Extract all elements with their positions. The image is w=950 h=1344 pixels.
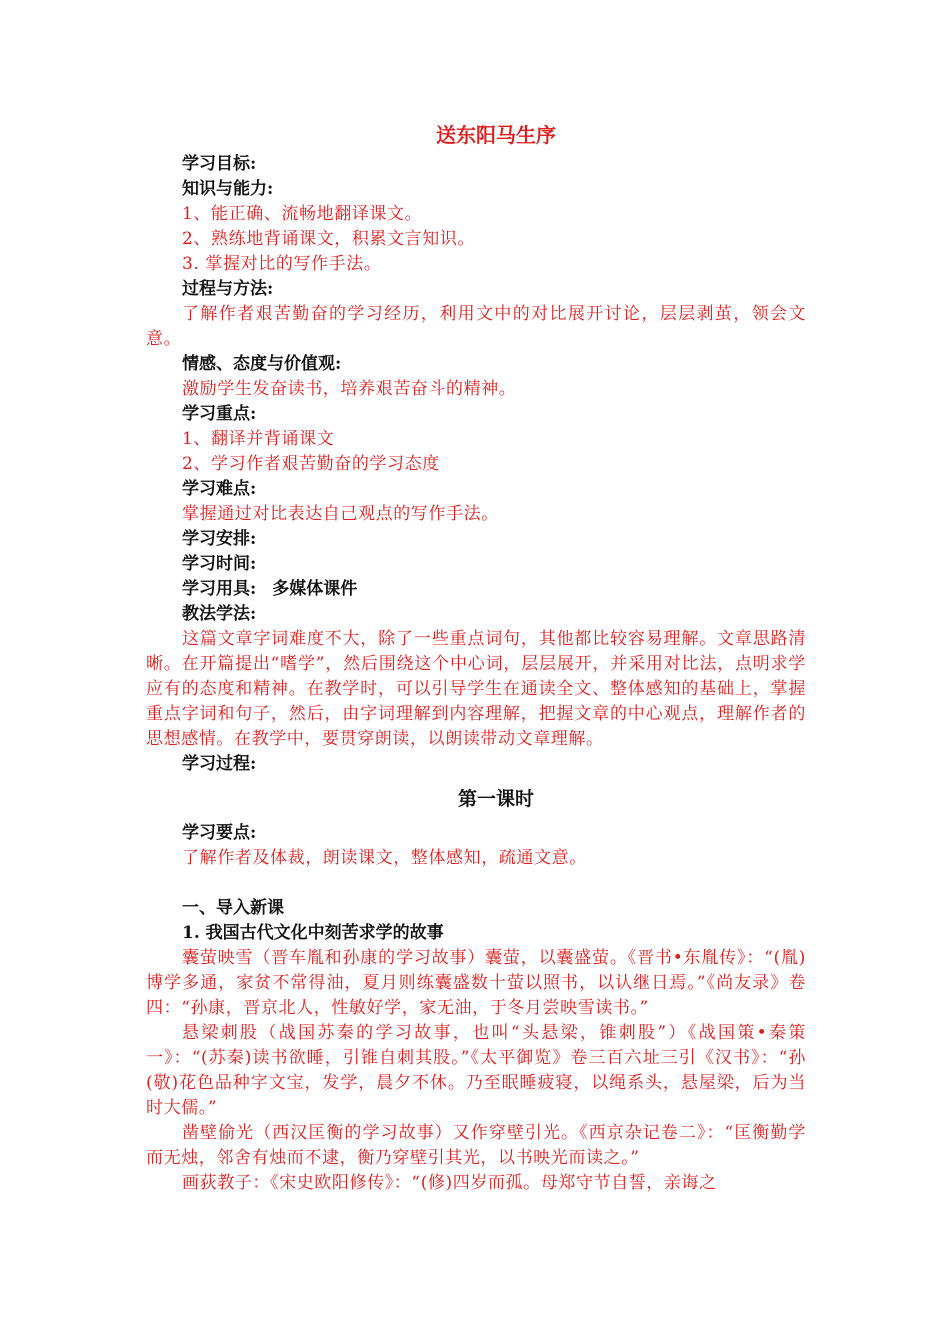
emotion-heading: 情感、态度与价值观: [182, 354, 342, 374]
method-text: 这篇文章字词难度不大，除了一些重点词句，其他都比较容易理解。文章思路清晰。在开篇提出“嗜学”，然后围绕这个中心词，层层展开，并采用对比法，点明求学应有的态度和精神。在教学时，可以引导学生在通读全文、整体感知的基础上，掌握重点字词和句子，然后，由字词理解到内容理解，把握文章的中心观点，理解作者的思想感情。在教学中，要贯穿朗读，以朗读带动文章理解。 [146, 629, 806, 749]
knowledge-heading: 知识与能力: [182, 179, 274, 199]
story-paragraph: 画荻教子：《宋史欧阳修传》：“(修)四岁而孤。母郑守节自誓，亲诲之 [182, 1173, 717, 1193]
emotion-text: 激励学生发奋读书，培养艰苦奋斗的精神。 [182, 379, 517, 399]
document-title: 送东阳马生序 [436, 123, 556, 147]
method-heading: 教法学法: [182, 604, 257, 624]
knowledge-item: 1、能正确、流畅地翻译课文。 [182, 204, 423, 224]
document-page [146, 118, 806, 1196]
lesson-points-text: 了解作者及体裁，朗读课文，整体感知，疏通文意。 [182, 848, 587, 868]
tools-heading: 学习用具: [182, 579, 257, 599]
difficulty-text: 掌握通过对比表达自己观点的写作手法。 [182, 504, 499, 524]
knowledge-item: 3. 掌握对比的写作手法。 [182, 254, 382, 274]
difficulty-heading: 学习难点: [182, 479, 257, 499]
lesson-title: 第一课时 [457, 788, 534, 810]
knowledge-item: 2、熟练地背诵课文，积累文言知识。 [182, 229, 476, 249]
time-heading: 学习时间: [182, 554, 257, 574]
objectives-heading: 学习目标: [182, 154, 257, 174]
key-point-item: 1、翻译并背诵课文 [182, 429, 335, 449]
key-points-heading: 学习重点: [182, 404, 257, 424]
arrangement-heading: 学习安排: [182, 529, 257, 549]
spacer [146, 871, 806, 896]
story-paragraph: 凿壁偷光（西汉匡衡的学习故事）又作穿壁引光。《西京杂记卷二》：“匡衡勤学而无烛，邻舍有烛而不逮，衡乃穿壁引其光，以书映光而读之。” [146, 1123, 806, 1168]
process-text: 了解作者艰苦勤奋的学习经历，利用文中的对比展开讨论，层层剥茧，领会文意。 [146, 304, 806, 349]
story-paragraph: 囊萤映雪（晋车胤和孙康的学习故事）囊萤，以囊盛萤。《晋书•东胤传》：“(胤)博学多通，家贫不常得油，夏月则练囊盛数十萤以照书，以认继日焉。”《尚友录》卷四：“孙康，晋京北人，性敏好学，家无油，于冬月尝映雪读书。” [146, 948, 806, 1018]
lesson-points-heading: 学习要点: [182, 823, 257, 843]
story-paragraph: 悬梁刺股（战国苏秦的学习故事，也叫“头悬梁，锥刺股”）《战国策•秦策一》：“(苏秦)读书欲睡，引锥自刺其股。”《太平御览》卷三百六址三引《汉书》：“孙(敬)花色品种字文宝，发学，晨夕不休。乃至眠睡疲寝，以绳系头，悬屋梁，后为当时大儒。” [146, 1023, 806, 1118]
tools-line [146, 577, 806, 602]
process-heading: 过程与方法: [182, 279, 274, 299]
key-point-item: 2、学习作者艰苦勤奋的学习态度 [182, 454, 440, 474]
learning-process-heading: 学习过程: [182, 754, 257, 774]
section-heading: 一、导入新课 [182, 898, 284, 918]
tools-value: 多媒体课件 [272, 579, 358, 599]
subsection-heading: 1. 我国古代文化中刻苦求学的故事 [182, 923, 444, 943]
